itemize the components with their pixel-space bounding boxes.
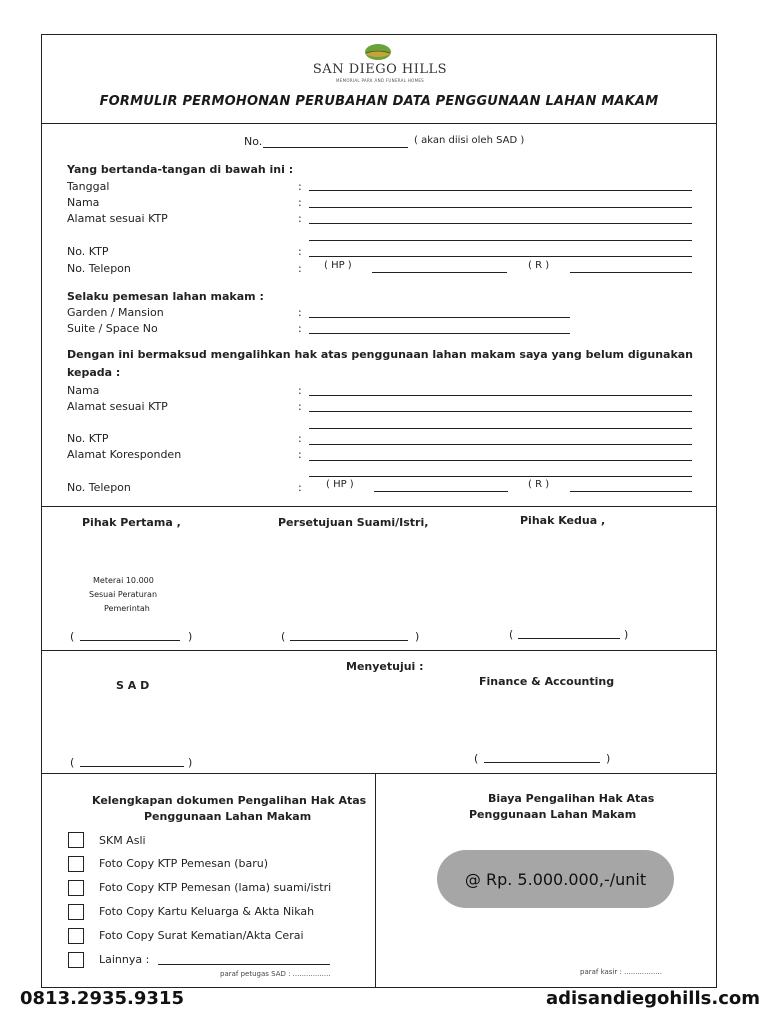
colon: : (298, 306, 302, 319)
nama-label: Nama (67, 196, 100, 209)
number-note: ( akan diisi oleh SAD ) (414, 135, 525, 146)
recipient-phone-r-label: ( R ) (528, 479, 550, 490)
suite-field[interactable] (309, 333, 570, 334)
recipient-phone-hp-field[interactable] (374, 491, 508, 492)
sig1-close-paren: ) (188, 630, 193, 643)
sad-sign-line[interactable] (80, 766, 184, 767)
tanggal-field[interactable] (309, 190, 692, 191)
garden-label: Garden / Mansion (67, 306, 164, 319)
checkbox-ktp-lama[interactable] (68, 880, 84, 896)
colon: : (298, 432, 302, 445)
recipient-telepon-label: No. Telepon (67, 481, 131, 494)
recipient-alamat-label: Alamat sesuai KTP (67, 400, 168, 413)
recipient-ktp-label: No. KTP (67, 432, 109, 445)
pihak-pertama-label: Pihak Pertama , (82, 516, 181, 529)
sad-close-paren: ) (188, 756, 193, 769)
alamat-label: Alamat sesuai KTP (67, 212, 168, 225)
divider-bottom (41, 773, 717, 774)
doc-item-label: Foto Copy KTP Pemesan (lama) suami/istri (99, 881, 332, 894)
finance-sign-line[interactable] (484, 762, 600, 763)
sig1-line[interactable] (80, 640, 180, 641)
finance-open-paren: ( (474, 752, 479, 765)
doc-item-label: Lainnya : (99, 953, 150, 966)
doc-item-label: SKM Asli (99, 834, 146, 847)
lainnya-field[interactable] (158, 964, 330, 965)
sig2-open-paren: ( (281, 630, 286, 643)
koresponden-field-2[interactable] (309, 476, 692, 477)
colon: : (298, 481, 302, 494)
paraf-kasir: paraf kasir : ................. (580, 968, 662, 976)
recipient-alamat-field-1[interactable] (309, 411, 692, 412)
meterai-line2: Sesuai Peraturan (89, 590, 158, 599)
phone-hp-label: ( HP ) (324, 260, 352, 271)
section1-heading: Yang bertanda-tangan di bawah ini : (67, 163, 294, 176)
footer-phone: 0813.2935.9315 (20, 988, 184, 1009)
checkbox-ktp-baru[interactable] (68, 856, 84, 872)
price-badge: @ Rp. 5.000.000,-/unit (437, 850, 674, 908)
checkbox-lainnya[interactable] (68, 952, 84, 968)
sig3-open-paren: ( (509, 628, 514, 641)
phone-r-label: ( R ) (528, 260, 550, 271)
colon: : (298, 322, 302, 335)
colon: : (298, 384, 302, 397)
checkbox-kk-akta[interactable] (68, 904, 84, 920)
colon: : (298, 448, 302, 461)
checkbox-skm[interactable] (68, 832, 84, 848)
divider-approval (41, 650, 717, 651)
approval-heading: Menyetujui : (346, 660, 424, 673)
fee-heading-line2: Penggunaan Lahan Makam (469, 808, 637, 821)
sig2-close-paren: ) (415, 630, 420, 643)
colon: : (298, 212, 302, 225)
koresponden-label: Alamat Koresponden (67, 448, 182, 461)
ktp-label: No. KTP (67, 245, 109, 258)
footer-website: adisandiegohills.com (545, 988, 760, 1009)
garden-field[interactable] (309, 317, 570, 318)
section2-heading: Selaku pemesan lahan makam : (67, 290, 264, 303)
sig1-open-paren: ( (70, 630, 75, 643)
alamat-field-2[interactable] (309, 240, 692, 241)
recipient-ktp-field[interactable] (309, 444, 692, 445)
number-label: No. (244, 135, 263, 148)
divider-signatures (41, 506, 717, 507)
pihak-kedua-label: Pihak Kedua , (520, 514, 606, 527)
doc-item-label: Foto Copy Surat Kematian/Akta Cerai (99, 929, 304, 942)
sig3-line[interactable] (518, 638, 620, 639)
meterai-line3: Pemerintah (104, 604, 150, 613)
colon: : (298, 180, 302, 193)
recipient-alamat-field-2[interactable] (309, 428, 692, 429)
doc-item-label: Foto Copy Kartu Keluarga & Akta Nikah (99, 905, 315, 918)
checkbox-surat-kematian[interactable] (68, 928, 84, 944)
recipient-phone-r-field[interactable] (570, 491, 692, 492)
phone-hp-field[interactable] (372, 272, 507, 273)
suite-label: Suite / Space No (67, 322, 158, 335)
doc-item-label: Foto Copy KTP Pemesan (baru) (99, 857, 269, 870)
paraf-petugas: paraf petugas SAD : ................. (220, 970, 331, 978)
documents-heading-line1: Kelengkapan dokumen Pengalihan Hak Atas (92, 794, 367, 807)
divider-header (41, 123, 717, 124)
colon: : (298, 196, 302, 209)
brand-name: SAN DIEGO HILLS (312, 62, 448, 77)
colon: : (298, 245, 302, 258)
section3-heading-line1: Dengan ini bermaksud mengalihkan hak atas penggunaan lahan makam saya yang belum digunakan (67, 348, 694, 361)
recipient-phone-hp-label: ( HP ) (326, 479, 354, 490)
section3-heading-line2: kepada : (67, 366, 121, 379)
colon: : (298, 400, 302, 413)
brand-tagline: MEMORIAL PARK AND FUNERAL HOMES (336, 78, 424, 83)
phone-r-field[interactable] (570, 272, 692, 273)
sig2-line[interactable] (290, 640, 408, 641)
koresponden-field-1[interactable] (309, 460, 692, 461)
finance-close-paren: ) (606, 752, 611, 765)
brand-logo (300, 42, 460, 84)
number-field[interactable] (263, 147, 408, 148)
fee-heading-line1: Biaya Pengalihan Hak Atas (488, 792, 655, 805)
documents-heading-line2: Penggunaan Lahan Makam (144, 810, 312, 823)
alamat-field-1[interactable] (309, 223, 692, 224)
telepon-label: No. Telepon (67, 262, 131, 275)
colon: : (298, 262, 302, 275)
sad-open-paren: ( (70, 756, 75, 769)
ktp-field[interactable] (309, 256, 692, 257)
persetujuan-label: Persetujuan Suami/Istri, (278, 516, 429, 529)
divider-bottom-vertical (375, 773, 376, 988)
sad-label: S A D (116, 679, 150, 692)
nama-field[interactable] (309, 207, 692, 208)
sig3-close-paren: ) (624, 628, 629, 641)
recipient-nama-field[interactable] (309, 395, 692, 396)
meterai-line1: Meterai 10.000 (93, 576, 154, 585)
form-title: FORMULIR PERMOHONAN PERUBAHAN DATA PENGGUNAAN LAHAN MAKAM (99, 94, 659, 109)
finance-label: Finance & Accounting (479, 675, 615, 688)
recipient-nama-label: Nama (67, 384, 100, 397)
tanggal-label: Tanggal (67, 180, 110, 193)
